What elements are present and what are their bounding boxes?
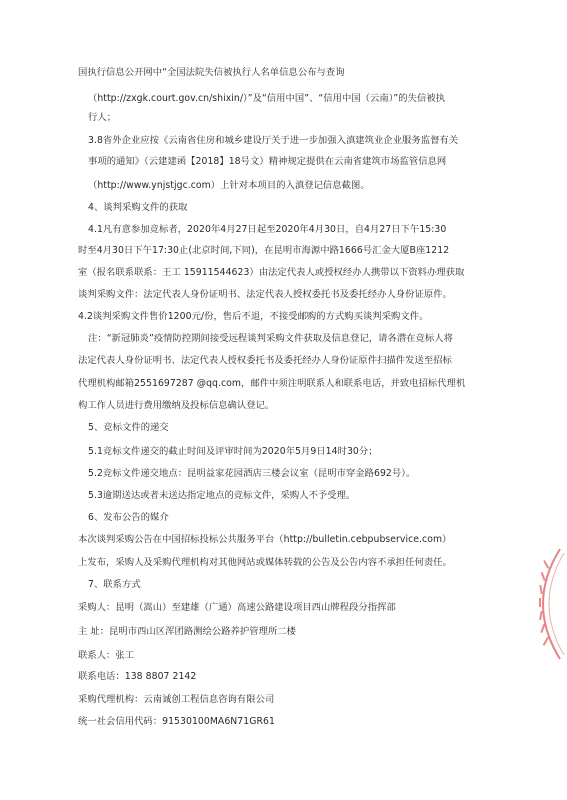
contact-address: 主 址：昆明市西山区浑团路测绘公路养护管理所二楼 xyxy=(78,626,296,637)
text-line: 谈判采购文件：法定代表人身份证明书、法定代表人授权委托书及委托经办人身份证原件。 xyxy=(78,289,452,300)
section-heading: 5、竞标文件的递交 xyxy=(88,422,169,433)
text-line: 上发布，采购人及采购代理机构对其他网站或媒体转载的公告及公告内容不承担任何责任。 xyxy=(78,557,452,568)
text-line: 本次谈判采购公告在中国招标投标公共服务平台（http://bulletin.cebpubservice.com） xyxy=(78,534,452,545)
contact-person: 联系人：张工 xyxy=(78,650,135,661)
section-heading: 4、谈判采购文件的获取 xyxy=(88,202,188,213)
text-line: 代理机构邮箱2551697287 @qq.com，邮件中须注明联系人和联系电话，并致电招标代理机 xyxy=(78,378,466,389)
text-line: 构工作人员进行费用缴纳及投标信息确认登记。 xyxy=(78,400,275,411)
contact-phone: 联系电话：138 8807 2142 xyxy=(78,671,197,682)
text-line: 5.2竞标文件递交地点：昆明益家花园酒店三楼会议室（昆明市穿金路692号）。 xyxy=(88,468,416,479)
text-line: 国执行信息公开网中“全国法院失信被执行人名单信息公布与查询 xyxy=(78,67,345,78)
text-line: 室（报名联系联系：王工 15911544623）由法定代表人或授权经办人携带以下资料办理获取 xyxy=(78,267,465,278)
text-line: （http://zxgk.court.gov.cn/shixin/）”及“信用中国”、“信用中国（云南）”的失信被执 xyxy=(88,93,446,104)
text-line: （http://www.ynjstjgc.com）上针对本项目的入滇登记信息截图。 xyxy=(88,180,370,191)
section-heading: 6、发布公告的媒介 xyxy=(88,512,169,523)
contact-credit-code: 统一社会信用代码：91530100MA6N71GR61 xyxy=(78,716,275,727)
section-heading: 7、联系方式 xyxy=(88,579,141,590)
text-line: 行人； xyxy=(88,112,117,123)
seal-stamp-fragment xyxy=(520,545,566,663)
text-line: 注：“新冠肺炎”疫情防控期间接受远程谈判采购文件获取及信息登记，请各潜在竞标人将 xyxy=(88,333,453,344)
contact-agency: 采购代理机构：云南诚创工程信息咨询有限公司 xyxy=(78,694,275,705)
text-line: 3.8省外企业应按《云南省住房和城乡建设厅关于进一步加强入滇建筑业企业服务监督有关 xyxy=(88,135,459,146)
text-line: 4.2谈判采购文件售价1200元/份，售后不退，不接受邮购的方式购买谈判采购文件。 xyxy=(78,311,429,322)
text-line: 事项的通知》（云建建函【2018】18号文）精神规定提供在云南省建筑市场监管信息网 xyxy=(88,156,447,167)
text-line: 4.1凡有意参加竞标者，2020年4月27日起至2020年4月30日，自4月27日下午15:30 xyxy=(88,224,447,235)
text-line: 法定代表人身份证明书、法定代表人授权委托书及委托经办人身份证原件扫描件发送至招标 xyxy=(78,355,452,366)
contact-purchaser: 采购人：昆明（嵩山）至建雄（广通）高速公路建设项目西山牌程段分指挥部 xyxy=(78,602,396,613)
text-line: 时至4月30日下午17:30止(北京时间,下同)，在昆明市海源中路1666号汇金大厦B座1212 xyxy=(78,245,450,256)
text-line: 5.1竞标文件递交的截止时间及评审时间为2020年5月9日14时30分； xyxy=(88,446,378,457)
text-line: 5.3逾期送达或者未送达指定地点的竞标文件，采购人不予受理。 xyxy=(88,490,356,501)
